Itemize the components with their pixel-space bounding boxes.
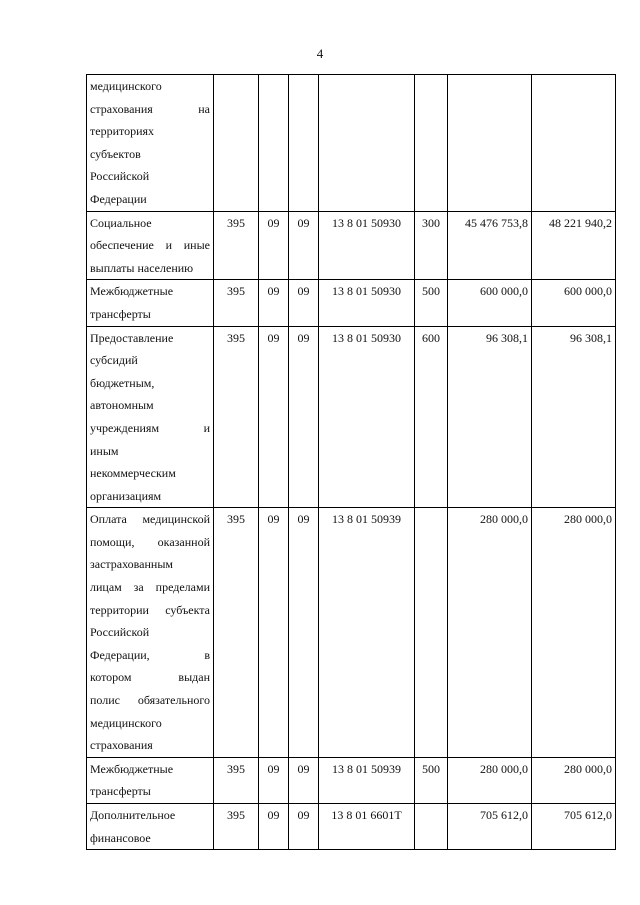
cell-name-line: обеспечение и иные	[90, 238, 210, 253]
cell-pr: 09	[289, 326, 319, 508]
cell-name-line: трансферты	[90, 306, 151, 321]
cell-amount-1: 705 612,0	[448, 804, 532, 850]
cell-name	[87, 75, 214, 212]
cell-name-line: котором выдан	[90, 670, 210, 685]
cell-name-line: организациям	[90, 488, 162, 503]
cell-pr: 09	[289, 508, 319, 758]
cell-csr	[319, 75, 415, 212]
cell-amount-1: 600 000,0	[448, 280, 532, 326]
cell-gr: 395	[214, 757, 259, 803]
cell-gr: 395	[214, 211, 259, 280]
cell-amount-1: 45 476 753,8	[448, 211, 532, 280]
cell-gr: 395	[214, 508, 259, 758]
table-row	[87, 326, 616, 508]
cell-amount-2: 280 000,0	[532, 508, 616, 758]
cell-name-line: полис обязательного	[90, 693, 210, 708]
cell-name	[87, 757, 214, 803]
cell-rz	[259, 75, 289, 212]
cell-csr: 13 8 01 50930	[319, 326, 415, 508]
cell-name-line: Социальное	[90, 215, 152, 230]
cell-name-line: медицинского	[90, 715, 162, 730]
cell-amount-2: 705 612,0	[532, 804, 616, 850]
cell-name-line: Федерации, в	[90, 647, 210, 662]
cell-name	[87, 280, 214, 326]
cell-pr: 09	[289, 211, 319, 280]
cell-csr: 13 8 01 50939	[319, 757, 415, 803]
cell-amount-2: 48 221 940,2	[532, 211, 616, 280]
cell-name-line: Российской	[90, 169, 150, 184]
page-number: 4	[316, 46, 324, 61]
cell-name-line: Российской	[90, 625, 150, 640]
cell-name-line: Межбюджетные	[90, 761, 174, 776]
budget-table	[86, 74, 616, 850]
cell-name-line: Дополнительное	[90, 808, 176, 822]
cell-gr: 395	[214, 804, 259, 850]
cell-amount-1: 280 000,0	[448, 757, 532, 803]
cell-rz: 09	[259, 211, 289, 280]
cell-pr: 09	[289, 804, 319, 850]
cell-amount-2: 96 308,1	[532, 326, 616, 508]
cell-amount-2	[532, 75, 616, 212]
cell-name-line: территориях	[90, 124, 155, 139]
cell-pr: 09	[289, 280, 319, 326]
cell-name	[87, 508, 214, 758]
cell-amount-2: 280 000,0	[532, 757, 616, 803]
cell-name-line: иным	[90, 443, 119, 458]
cell-name-line: страхования	[90, 738, 153, 753]
cell-name-line: застрахованным	[90, 557, 173, 572]
table-row	[87, 75, 616, 212]
cell-amount-2: 600 000,0	[532, 280, 616, 326]
cell-amount-1	[448, 75, 532, 212]
cell-csr: 13 8 01 6601Т	[319, 804, 415, 850]
cell-name-line: субъектов	[90, 146, 141, 161]
cell-name-line: финансовое	[90, 830, 151, 845]
cell-csr: 13 8 01 50939	[319, 508, 415, 758]
table-row	[87, 211, 616, 280]
cell-gr	[214, 75, 259, 212]
cell-rz: 09	[259, 326, 289, 508]
cell-name-line: учреждениям и	[90, 420, 210, 435]
cell-name	[87, 804, 214, 850]
cell-name	[87, 326, 214, 508]
cell-name-line: выплаты населению	[90, 260, 194, 275]
cell-rz: 09	[259, 804, 289, 850]
cell-name-line: Федерации	[90, 191, 147, 206]
cell-name-line: помощи, оказанной	[90, 534, 210, 549]
table-row	[87, 757, 616, 803]
cell-vr: 500	[415, 280, 448, 326]
cell-name-line: Межбюджетные	[90, 284, 174, 299]
cell-vr: 600	[415, 326, 448, 508]
cell-name	[87, 211, 214, 280]
cell-vr	[415, 804, 448, 850]
cell-pr	[289, 75, 319, 212]
table-body	[87, 75, 616, 850]
cell-name-line: медицинского	[90, 79, 162, 93]
table-row	[87, 280, 616, 326]
cell-pr: 09	[289, 757, 319, 803]
table-row	[87, 804, 616, 850]
cell-name-line: трансферты	[90, 784, 151, 799]
cell-vr: 300	[415, 211, 448, 280]
cell-name-line: некоммерческим	[90, 466, 176, 481]
cell-amount-1: 280 000,0	[448, 508, 532, 758]
cell-name-line: страхования на	[90, 101, 210, 116]
cell-rz: 09	[259, 757, 289, 803]
table-row	[87, 508, 616, 758]
cell-amount-1: 96 308,1	[448, 326, 532, 508]
cell-vr	[415, 508, 448, 758]
cell-vr: 500	[415, 757, 448, 803]
cell-name-line: лицам за пределами	[90, 580, 210, 595]
cell-gr: 395	[214, 326, 259, 508]
cell-csr: 13 8 01 50930	[319, 211, 415, 280]
cell-vr	[415, 75, 448, 212]
cell-name-line: субсидий	[90, 353, 138, 368]
cell-rz: 09	[259, 280, 289, 326]
cell-csr: 13 8 01 50930	[319, 280, 415, 326]
cell-name-line: бюджетным,	[90, 375, 155, 390]
cell-gr: 395	[214, 280, 259, 326]
cell-name-line: Предоставление	[90, 330, 174, 345]
cell-rz: 09	[259, 508, 289, 758]
cell-name-line: Оплата медицинской	[90, 512, 210, 527]
cell-name-line: территории субъекта	[90, 602, 210, 617]
cell-name-line: автономным	[90, 398, 154, 413]
